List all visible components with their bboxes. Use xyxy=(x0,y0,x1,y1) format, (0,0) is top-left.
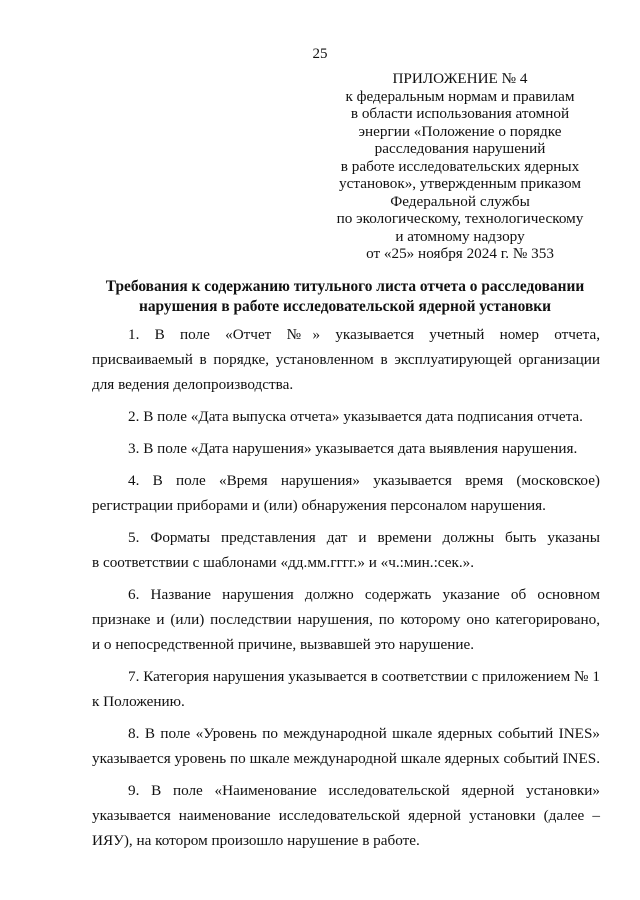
paragraph-line: 4. В поле «Время нарушения» указывается время (московское) xyxy=(128,472,600,489)
paragraph-line: 1. В поле «Отчет №» указывается учетный номер отчета, xyxy=(128,326,600,343)
paragraph-line: указывается наименование исследовательской ядерной установки (далее – xyxy=(92,807,600,824)
paragraph-line: признаке и (или) последствии нарушения, по которому оно категорировано, xyxy=(92,611,600,628)
paragraph-line: 9. В поле «Наименование исследовательской ядерной установки» xyxy=(128,782,600,799)
paragraph-line: к Положению. xyxy=(92,693,185,710)
appendix-line: в работе исследовательских ядерных xyxy=(340,157,580,175)
paragraph-line: 8. В поле «Уровень по международной шкале ядерных событий INES» xyxy=(128,725,600,742)
appendix-line: от «25» ноября 2024 г. № 353 xyxy=(366,245,554,262)
appendix-line: Федеральной службы xyxy=(390,192,530,210)
appendix-line: расследования нарушений xyxy=(374,140,546,157)
paragraph-1 xyxy=(92,322,600,397)
appendix-heading: ПРИЛОЖЕНИЕ № 4 xyxy=(392,70,528,87)
paragraph-5 xyxy=(92,525,600,575)
paragraph-line: указывается уровень по шкале международной шкале ядерных событий INES. xyxy=(92,750,600,767)
paragraph-line: ИЯУ), на котором произошло нарушение в работе. xyxy=(92,832,420,849)
paragraph-line: в соответствии с шаблонами «дд.мм.гггг.» и «ч.:мин.:сек.». xyxy=(92,554,475,571)
section-title xyxy=(90,277,600,317)
title-line: нарушения в работе исследовательской ядерной установки xyxy=(138,298,552,315)
appendix-line: в области использования атомной xyxy=(350,105,570,122)
paragraph-7 xyxy=(92,664,600,714)
paragraph-line: 6. Название нарушения должно содержать указание об основном xyxy=(128,586,600,603)
paragraph-8 xyxy=(92,721,600,771)
appendix-line: энергии «Положение о порядке xyxy=(358,122,562,140)
paragraph-line: 3. В поле «Дата нарушения» указывается дата выявления нарушения. xyxy=(128,440,578,457)
paragraph-9 xyxy=(92,778,600,853)
appendix-line: установок», утвержденным приказом xyxy=(339,175,581,192)
paragraph-line: для ведения делопроизводства. xyxy=(92,376,294,393)
appendix-line: по экологическому, технологическому xyxy=(336,210,584,227)
paragraph-3 xyxy=(92,436,600,461)
paragraph-line: регистрации приборами и (или) обнаружения персоналом нарушения. xyxy=(92,497,546,514)
title-line: Требования к содержанию титульного листа отчета о расследовании xyxy=(105,278,585,295)
paragraph-4 xyxy=(92,468,600,518)
appendix-line: к федеральным нормам и правилам xyxy=(345,87,575,105)
document-body xyxy=(92,322,600,853)
paragraph-6 xyxy=(92,582,600,657)
appendix-line: и атомному надзору xyxy=(395,227,525,245)
paragraph-line: и о непосредственной причине, вызвавшей это нарушение. xyxy=(92,636,474,653)
paragraph-line: 2. В поле «Дата выпуска отчета» указывается дата подписания отчета. xyxy=(128,408,583,425)
page-number: 25 xyxy=(312,46,328,62)
appendix-block xyxy=(330,70,590,263)
paragraph-line: 7. Категория нарушения указывается в соответствии с приложением № 1 xyxy=(128,668,600,685)
paragraph-line: присваиваемый в порядке, установленном в эксплуатирующей организации xyxy=(92,351,600,368)
paragraph-2 xyxy=(92,404,600,429)
paragraph-line: 5. Форматы представления дат и времени должны быть указаны xyxy=(128,529,600,546)
